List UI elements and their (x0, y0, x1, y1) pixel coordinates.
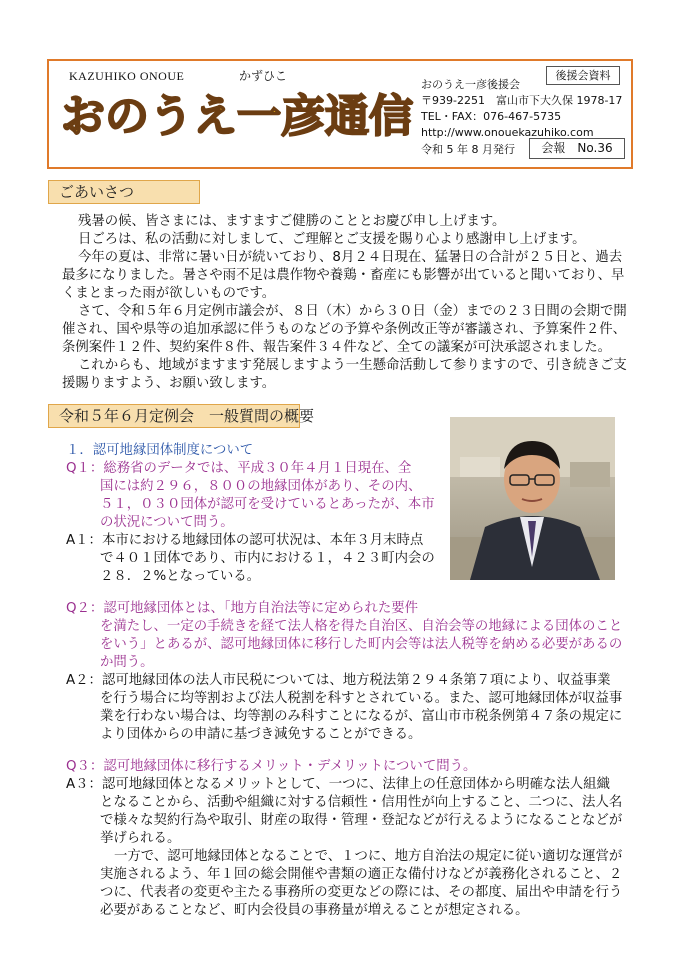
supporter-material-tag: 後援会資料 (546, 66, 620, 85)
answer-1-line: で４０１団体であり、市内における１，４２３町内会の (100, 551, 435, 566)
greeting-line: 援賜りますよう、お願い致します。 (62, 376, 276, 391)
topic-heading: １．認可地縁団体制度について (66, 443, 254, 458)
greeting-line: 日ごろは、私の活動に対しまして、ご理解とご支援を賜り心より感謝申し上げます。 (78, 232, 586, 247)
question-1-line: の状況について問う。 (100, 515, 234, 530)
greeting-line: くまとまった雨が欲しいものです。 (62, 286, 276, 301)
org-telfax: TEL・FAX：076-467-5735 (421, 110, 562, 123)
question-2-line: を満たし、一定の手続きを経て法人格を得た自治区、自治会等の地縁による団体のこと (100, 619, 623, 634)
answer-2-line: A２：認可地縁団体の法人市民税については、地方税法第２９４条第７項により、収益事業 (66, 673, 611, 688)
issue-number: 会報 No.36 (529, 138, 625, 159)
question-2-line: をいう」とあるが、認可地縁団体に移行した町内会等は法人税等を納める必要があるの (100, 637, 623, 652)
greeting-heading: ごあいさつ (48, 180, 200, 204)
org-url[interactable]: http://www.onouekazuhiko.com (421, 126, 594, 139)
answer-3-line: となることから、活動や組織に対する信頼性・信用性が向上すること、二つに、法人名 (100, 795, 623, 810)
questions-heading: 令和５年６月定例会 一般質問の概要 (48, 404, 300, 428)
question-2-line: か問う。 (100, 655, 154, 670)
answer-3-line: 実施されるよう、年１回の総会開催や書類の適正な備付けなどが義務化されること、２ (100, 867, 623, 882)
answer-3-line: 必要があることなど、町内会役員の事務量が増えることが想定される。 (100, 903, 529, 918)
greeting-line: 最多になりました。暑さや雨不足は農作物や養鶏・畜産にも影響が出ていると聞いており、早 (62, 268, 625, 283)
greeting-line: これからも、地域がますます発展しますよう一生懸命活動して参りますので、引き続きご支 (78, 358, 627, 373)
answer-3-line: 挙げられる。 (100, 831, 181, 846)
answer-3-line: A３：認可地縁団体となるメリットとして、一つに、法律上の任意団体から明確な法人組織 (66, 777, 610, 792)
greeting-line: 残暑の候、皆さまには、ますますご健勝のこととお慶び申し上げます。 (78, 214, 506, 229)
organization-info (421, 77, 622, 141)
question-3-line: Q３：認可地縁団体に移行するメリット・デメリットについて問う。 (66, 759, 477, 774)
kana-name: かずひこ (239, 69, 288, 83)
answer-3-line: 一方で、認可地縁団体となることで、１つに、地方自治法の規定に従い適切な運営が (114, 849, 623, 864)
question-1-line: Q１：総務省のデータでは、平成３０年４月１日現在、全 (66, 461, 412, 476)
newsletter-header (47, 59, 633, 169)
answer-2-line: を行う場合に均等割および法人税割を科すとされている。また、認可地縁団体が収益事 (100, 691, 623, 706)
question-1-line: 国には約２９６，８００の地縁団体があり、その内、 (100, 479, 422, 494)
issue-date: 令和 5 年 8 月発行 (421, 143, 515, 156)
question-2-line: Q２：認可地縁団体とは、「地方自治法等に定められた要件 (66, 601, 418, 616)
greeting-line: 催され、国や県等の追加承認に伴うものなどの予算や条例改正等が審議され、予算案件２件、 (62, 322, 627, 337)
speaker-photo (450, 417, 615, 580)
answer-3-line: つに、代表者の変更や主たる事務所の変更などの際には、その都度、届出や申請を行う (100, 885, 623, 900)
question-1-line: ５１，０３０団体が認可を受けているとあったが、本市 (100, 497, 435, 512)
greeting-line: さて、令和５年６月定例市議会が、８日（木）から３０日（金）までの２３日間の会期で開 (78, 304, 627, 319)
answer-1-line: A１：本市における地縁団体の認可状況は、本年３月末時点 (66, 533, 424, 548)
newsletter-logo-title: おのうえ一彦通信 (61, 91, 413, 142)
answer-1-line: ２８．２%となっている。 (100, 569, 261, 584)
greeting-line: 条例案件１２件、契約案件８件、報告案件３４件など、全ての議案が可決承認されました。 (62, 340, 612, 355)
org-address: 〒939-2251 富山市下大久保 1978-17 (421, 94, 623, 107)
answer-2-line: 業を行わない場合は、均等割のみ科すことになるが、富山市市税条例第４７条の規定に (100, 709, 623, 724)
romaji-name: KAZUHIKO ONOUE (69, 69, 185, 83)
answer-3-line: で様々な契約行為や取引、財産の取得・管理・登記などが行えるようになることなどが (100, 813, 623, 828)
greeting-line: 今年の夏は、非常に暑い日が続いており、8月２４日現在、猛暑日の合計が２５日と、過去 (78, 250, 623, 265)
answer-2-line: より団体からの申請に基づき減免することができる。 (100, 727, 422, 742)
speaker-photo-image (450, 417, 615, 580)
org-name: おのうえ一彦後援会 (421, 78, 520, 91)
